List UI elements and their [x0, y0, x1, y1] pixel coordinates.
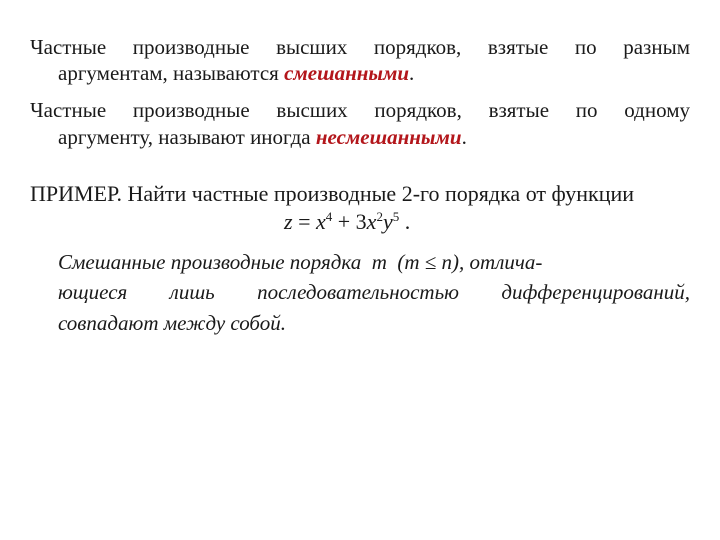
- formula-end: .: [399, 209, 411, 234]
- formula-x: x: [315, 209, 326, 234]
- definition-mixed-period: .: [409, 61, 415, 85]
- example-heading: ПРИМЕР. Найти частные производные 2-го порядка от функции: [30, 181, 635, 206]
- theorem-line2: ющиеся лишь последовательностью дифференцирований,: [58, 280, 690, 304]
- formula-z: z: [284, 209, 293, 234]
- definition-mixed-line1: Частные производные высших порядков, взятые по разным: [30, 35, 690, 59]
- example-formula: [284, 209, 410, 238]
- theorem-line1: Смешанные производные порядка m (m ≤ n), отлича-: [58, 250, 543, 274]
- definition-unmixed-line2: [58, 124, 467, 150]
- theorem-line3: совпадают между собой.: [58, 311, 286, 335]
- formula-exp-x: 4: [325, 209, 333, 224]
- term-mixed: смешанными: [284, 61, 410, 85]
- definition-mixed-line2: [58, 60, 414, 86]
- formula-x2: x: [366, 209, 377, 234]
- definition-unmixed-text: аргументу, называют иногда: [58, 125, 316, 149]
- formula-plus: + 3: [332, 209, 367, 234]
- formula-exp-y: 5: [392, 209, 400, 224]
- definition-unmixed-period: .: [461, 125, 467, 149]
- definition-unmixed-line1: Частные производные высших порядков, взятые по одному: [30, 98, 690, 122]
- term-unmixed: несмешанными: [315, 125, 462, 149]
- formula-eq: =: [292, 209, 316, 234]
- definition-mixed-text: аргументам, называются: [58, 61, 285, 85]
- formula-y: y: [382, 209, 393, 234]
- formula-exp-x2: 2: [376, 209, 383, 224]
